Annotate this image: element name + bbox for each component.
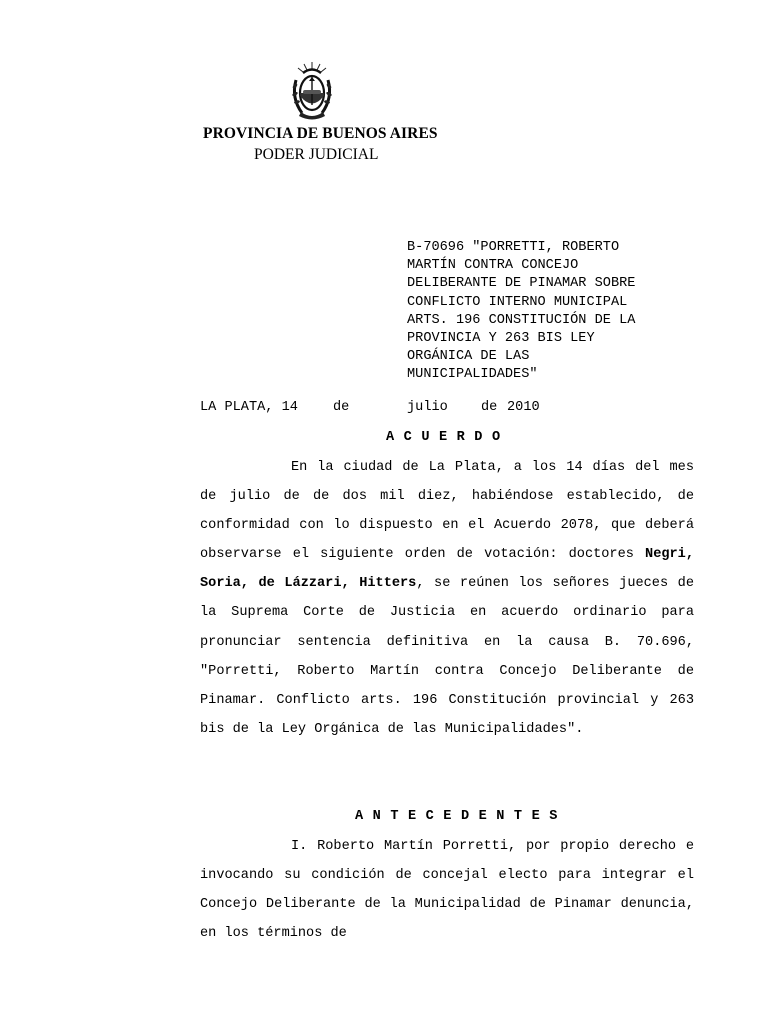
acuerdo-text: En la ciudad de La Plata, a los 14 días del mes de julio de de dos mil diez, habiéndose establecido, de conformidad con lo dispuesto en el Acuerdo 2078, que deberá observarse el siguiente orden de votación: doctores [200, 460, 694, 563]
case-reference-line: DELIBERANTE DE PINAMAR SOBRE [407, 276, 636, 292]
acuerdo-paragraph [200, 453, 694, 744]
case-reference-line: ORGÁNICA DE LAS [407, 349, 530, 365]
acuerdo-text: , se reúnen los señores jueces de la Suprema Corte de Justicia en acuerdo ordinario para pronunciar sentencia definitiva en la causa B. 70.696, "Porretti, Roberto Martín contra Concejo Deliberante de Pinamar. Conflicto arts. 196 Constitución provincial y 263 bis de la Ley Orgánica de las Municipalidades". [200, 576, 694, 737]
case-reference [407, 239, 707, 385]
date-place: LA PLATA, 14 [200, 400, 298, 415]
department-name: PODER JUDICIAL [254, 146, 379, 163]
case-reference-line: CONFLICTO INTERNO MUNICIPAL [407, 294, 628, 310]
coat-of-arms-seal-icon [287, 60, 337, 122]
case-reference-line: MUNICIPALIDADES" [407, 367, 538, 383]
date-de: de [481, 400, 498, 415]
case-reference-line: B-70696 "PORRETTI, ROBERTO [407, 240, 620, 255]
date-line [200, 400, 700, 420]
judges-names: Negri, Soria, de Lázzari, Hitters [200, 547, 694, 592]
acuerdo-heading: ACUERDO [386, 430, 510, 445]
case-reference-line: MARTÍN CONTRA CONCEJO [407, 258, 579, 274]
case-reference-line: PROVINCIA Y 263 BIS LEY [407, 330, 595, 346]
institution-name: PROVINCIA DE BUENOS AIRES [203, 125, 438, 142]
case-reference-line: ARTS. 196 CONSTITUCIÓN DE LA [407, 312, 636, 328]
date-de: de [333, 400, 350, 415]
antecedentes-paragraph: I. Roberto Martín Porretti, por propio derecho e invocando su condición de concejal electo para integrar el Concejo Deliberante de la Municipalidad de Pinamar denuncia, en los términos de [200, 839, 694, 942]
antecedentes-heading: ANTECEDENTES [355, 809, 567, 824]
date-year: 2010 [507, 400, 540, 415]
date-month: julio [407, 400, 448, 415]
